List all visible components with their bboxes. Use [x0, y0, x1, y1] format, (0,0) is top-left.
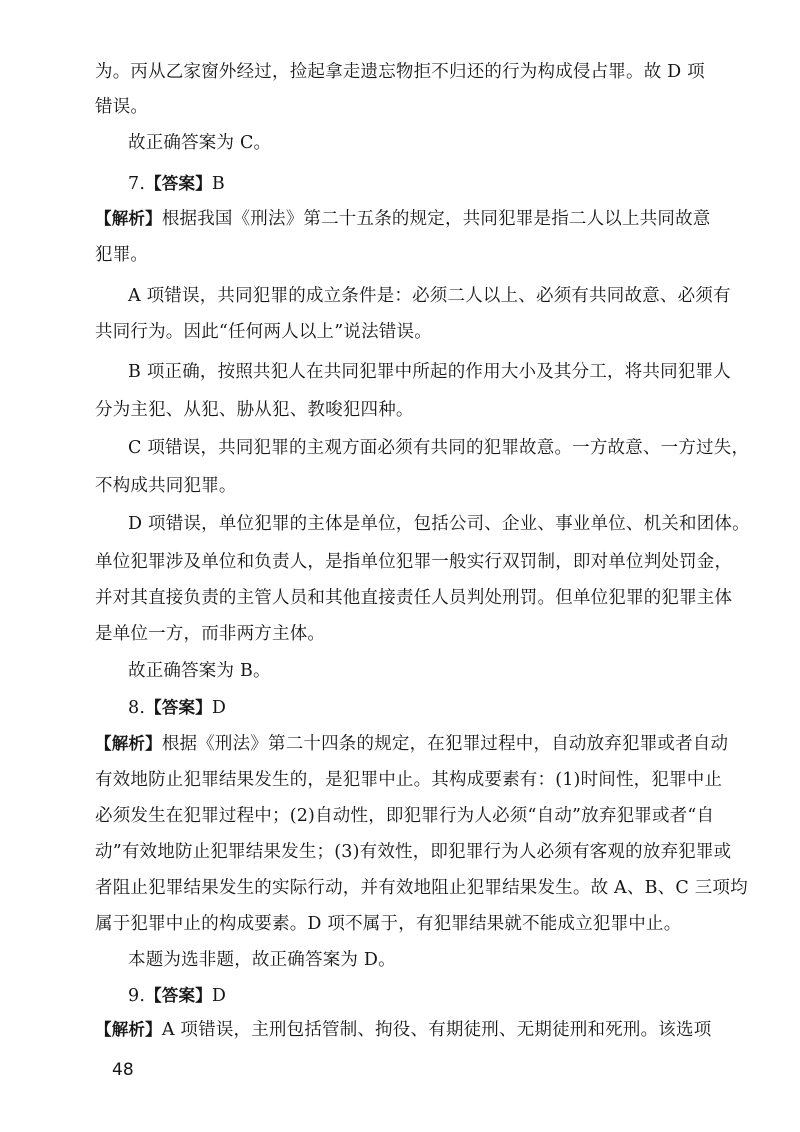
- text-line: [128, 512, 750, 536]
- text-content: 不构成共同犯罪。: [95, 476, 237, 496]
- text-content: 故正确答案为 C。: [128, 133, 272, 153]
- analysis-line: [95, 207, 711, 231]
- text-line: [95, 243, 148, 267]
- text-line: [128, 436, 749, 460]
- text-content: 本题为选非题，故正确答案为 D。: [128, 950, 396, 970]
- analysis-line: [95, 732, 728, 756]
- text-content: A 项错误，主刑包括管制、拘役、有期徒刑、无期徒刑和死刑。该选项: [161, 1020, 712, 1040]
- answer-value: B: [211, 174, 225, 194]
- conclusion-line: [128, 948, 396, 972]
- text-content: 分为主犯、从犯、胁从犯、教唆犯四种。: [95, 400, 414, 420]
- text-content: 犯罪。: [95, 245, 149, 265]
- text-content: 属于犯罪中止的构成要素。D 项不属于，有犯罪结果就不能成立犯罪中止。: [95, 914, 682, 934]
- text-line: [95, 768, 722, 792]
- text-line: [128, 284, 731, 308]
- text-content: D 项错误，单位犯罪的主体是单位，包括公司、企业、事业单位、机关和团体。: [128, 514, 750, 534]
- analysis-label: 【解析】: [95, 734, 162, 753]
- conclusion-line: [128, 659, 271, 683]
- answer-label: 【答案】: [145, 698, 212, 717]
- analysis-line: [95, 1018, 711, 1042]
- text-line: [95, 320, 432, 344]
- text-content: 并对其直接负责的主管人员和其他直接责任人员判处刑罚。但单位犯罪的犯罪主体: [95, 588, 733, 608]
- conclusion-line: [128, 131, 271, 155]
- text-line: [95, 804, 714, 828]
- analysis-label: 【解析】: [95, 209, 162, 228]
- text-content: 单位犯罪涉及单位和负责人，是指单位犯罪一般实行双罚制，即对单位判处罚金，: [95, 552, 733, 572]
- text-line: [95, 912, 681, 936]
- text-content: A 项错误，共同犯罪的成立条件是：必须二人以上、必须有共同故意、必须有: [128, 286, 731, 306]
- text-content: 错误。: [95, 97, 149, 117]
- text-line: [95, 876, 748, 900]
- answer-heading-7: [128, 172, 225, 196]
- answer-label: 【答案】: [145, 174, 212, 193]
- text-content: 共同行为。因此“任何两人以上”说法错误。: [95, 322, 432, 342]
- text-line: [95, 622, 325, 646]
- text-line: [128, 360, 731, 384]
- text-content: 有效地防止犯罪结果发生的，是犯罪中止。其构成要素有：(1)时间性，犯罪中止: [95, 770, 723, 790]
- text-line: [95, 398, 414, 422]
- question-number: 8.: [128, 698, 146, 718]
- text-content: 者阻止犯罪结果发生的实际行动，并有效地阻止犯罪结果发生。故 A、B、C 三项均: [95, 878, 748, 898]
- question-number: 7.: [128, 174, 146, 194]
- text-content: B 项正确，按照共犯人在共同犯罪中所起的作用大小及其分工，将共同犯罪人: [128, 362, 731, 382]
- analysis-label: 【解析】: [95, 1020, 162, 1039]
- text-line: [95, 550, 732, 574]
- text-content: C 项错误，共同犯罪的主观方面必须有共同的犯罪故意。一方故意、一方过失，: [128, 438, 750, 458]
- answer-label: 【答案】: [145, 986, 212, 1005]
- answer-value: D: [211, 698, 227, 718]
- text-content: 根据我国《刑法》第二十五条的规定，共同犯罪是指二人以上共同故意: [161, 209, 711, 229]
- text-line: [95, 474, 237, 498]
- text-line: [95, 586, 732, 610]
- text-content: 故正确答案为 B。: [128, 661, 271, 681]
- text-content: 为。丙从乙家窗外经过，捡起拿走遗忘物拒不归还的行为构成侵占罪。故 D 项: [95, 62, 705, 82]
- text-content: 必须发生在犯罪过程中；(2)自动性，即犯罪行为人必须“自动”放弃犯罪或者“自: [95, 806, 715, 826]
- question-number: 9.: [128, 986, 146, 1006]
- text-line: [95, 840, 731, 864]
- text-content: 是单位一方，而非两方主体。: [95, 624, 326, 644]
- text-line: [95, 60, 705, 84]
- page-number: 48: [112, 1060, 134, 1080]
- answer-heading-9: [128, 984, 226, 1008]
- text-content: 动”有效地防止犯罪结果发生；(3)有效性，即犯罪行为人必须有客观的放弃犯罪或: [95, 842, 732, 862]
- text-line: [95, 95, 148, 119]
- text-content: 根据《刑法》第二十四条的规定，在犯罪过程中，自动放弃犯罪或者自动: [161, 734, 729, 754]
- answer-value: D: [211, 986, 227, 1006]
- answer-heading-8: [128, 696, 226, 720]
